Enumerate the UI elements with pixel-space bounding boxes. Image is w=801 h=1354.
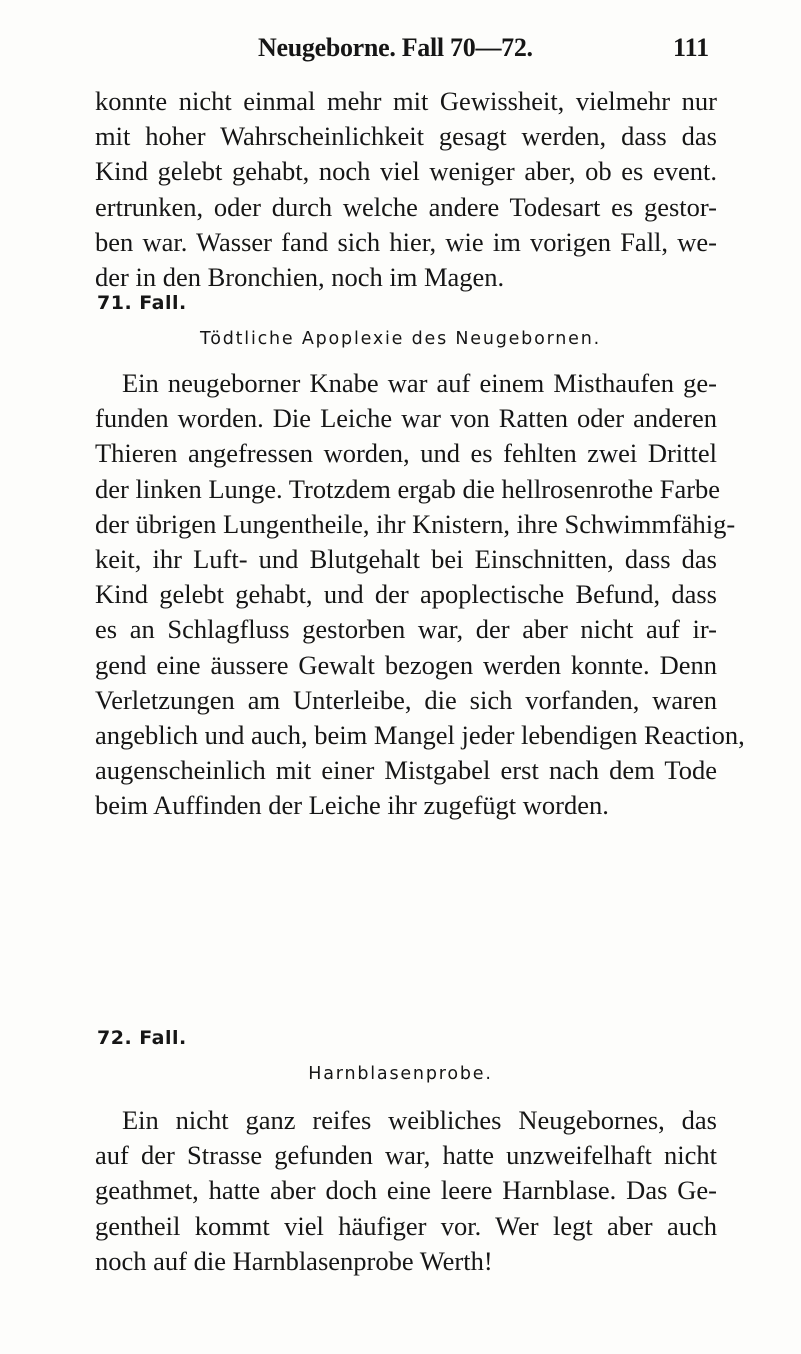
text-line: Ein neugeborner Knabe war auf einem Misthaufen ge- <box>122 368 717 398</box>
text-line: gentheil kommt viel häufiger vor. Wer legt aber auch <box>95 1210 717 1241</box>
text-line: beim Auffinden der Leiche ihr zugefügt worden. <box>95 790 609 821</box>
text-line: keit, ihr Luft- und Blutgehalt bei Einschnitten, dass das <box>95 544 717 575</box>
case-71-paragraph <box>95 366 745 824</box>
text-line: auf der Strasse gefunden war, hatte unzweifelhaft nicht <box>95 1140 717 1171</box>
text-line: der in den Bronchien, noch im Magen. <box>95 262 505 293</box>
text-line: Thieren angefressen worden, und es fehlten zwei Drittel <box>95 438 717 469</box>
text-line: der linken Lunge. Trotzdem ergab die hellrosenrothe Farbe <box>95 473 721 504</box>
text-line: ben war. Wasser fand sich hier, wie im vorigen Fall, we- <box>95 226 717 257</box>
text-line: funden worden. Die Leiche war von Ratten oder anderen <box>95 403 717 434</box>
text-line: es an Schlagfluss gestorben war, der aber nicht auf ir- <box>95 614 717 645</box>
text-line: Ein nicht ganz reifes weibliches Neugebornes, das <box>122 1105 717 1135</box>
case-72-heading: 72. Fall. <box>97 1027 187 1049</box>
case-72-paragraph <box>95 1103 717 1279</box>
running-head <box>0 33 801 69</box>
case-71-heading: 71. Fall. <box>97 292 187 314</box>
text-line: angeblich und auch, beim Mangel jeder lebendigen Reaction, <box>95 720 745 751</box>
case-72-subtitle: Harnblasenprobe. <box>308 1064 493 1084</box>
running-title: Neugeborne. Fall 70—72. <box>258 33 533 62</box>
text-line: Kind gelebt gehabt, und der apoplectische Befund, dass <box>95 579 717 610</box>
case-71-subtitle: Tödtliche Apoplexie des Neugebornen. <box>200 329 601 349</box>
text-line: der übrigen Lungentheile, ihr Knistern, ihre Schwimmfähig- <box>95 508 736 539</box>
text-line: mit hoher Wahrscheinlichkeit gesagt werden, dass das <box>95 121 717 152</box>
text-line: noch auf die Harnblasenprobe Werth! <box>95 1245 493 1276</box>
text-line: geathmet, hatte aber doch eine leere Harnblase. Das Ge- <box>95 1175 717 1206</box>
text-line: Kind gelebt gehabt, noch viel weniger aber, ob es event. <box>95 156 717 187</box>
text-line: gend eine äussere Gewalt bezogen werden konnte. Denn <box>95 649 717 680</box>
text-line: Verletzungen am Unterleibe, die sich vorfanden, waren <box>95 684 717 715</box>
page-number: 111 <box>673 33 710 62</box>
intro-paragraph <box>95 84 717 295</box>
text-line: konnte nicht einmal mehr mit Gewissheit, vielmehr nur <box>95 86 717 116</box>
text-line: ertrunken, oder durch welche andere Todesart es gestor- <box>95 191 717 222</box>
text-line: augenscheinlich mit einer Mistgabel erst nach dem Tode <box>95 755 717 786</box>
